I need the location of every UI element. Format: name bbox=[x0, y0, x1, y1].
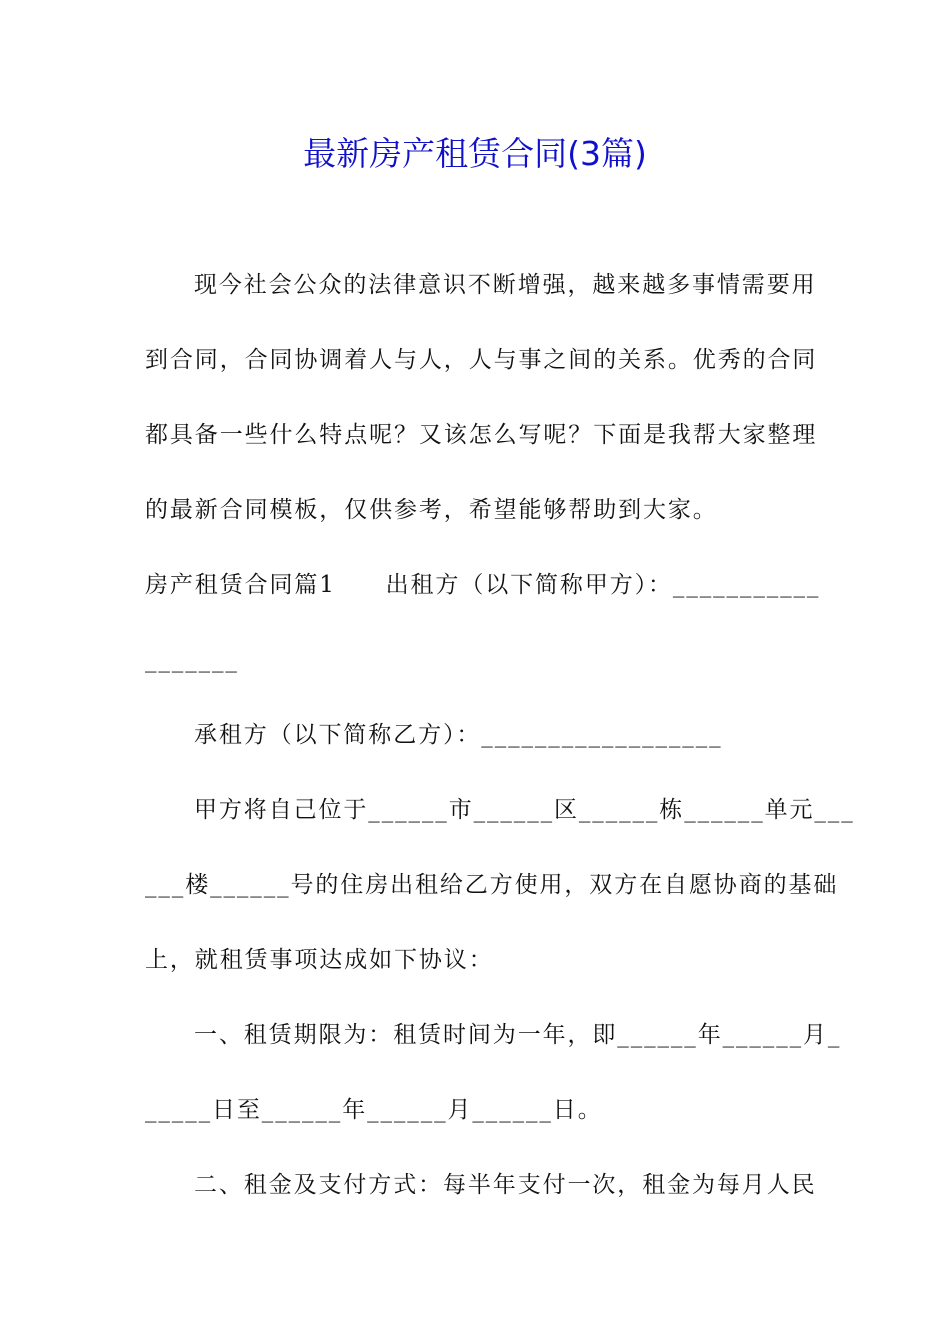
lease-term-line-2: _____日至______年______月______日。 bbox=[145, 1097, 603, 1123]
property-location-line-1: 甲方将自己位于______市______区______栋______单元___ bbox=[194, 797, 855, 823]
lease-term-line-1: 一、租赁期限为：租赁时间为一年，即______年______月_ bbox=[194, 1022, 842, 1048]
intro-line-1: 现今社会公众的法律意识不断增强，越来越多事情需要用 bbox=[194, 272, 817, 298]
document-title: 最新房产租赁合同(3篇) bbox=[303, 134, 647, 173]
lessor-blank-continuation: _______ bbox=[145, 647, 239, 673]
intro-line-4: 的最新合同模板，仅供参考，希望能够帮助到大家。 bbox=[145, 497, 718, 523]
rent-payment-line-1: 二、租金及支付方式：每半年支付一次，租金为每月人民 bbox=[194, 1172, 817, 1198]
lessee-line: 承租方（以下简称乙方）：__________________ bbox=[194, 722, 723, 748]
intro-line-2: 到合同，合同协调着人与人，人与事之间的关系。优秀的合同 bbox=[145, 347, 818, 373]
contract-heading-lessor-line: 房产租赁合同篇1 出租方（以下简称甲方）：___________ bbox=[145, 572, 821, 598]
intro-line-3: 都具备一些什么特点呢？又该怎么写呢？下面是我帮大家整理 bbox=[145, 422, 818, 448]
property-location-line-2: ___楼______号的住房出租给乙方使用，双方在自愿协商的基础 bbox=[145, 872, 839, 898]
property-location-line-3: 上，就租赁事项达成如下协议： bbox=[145, 947, 494, 973]
